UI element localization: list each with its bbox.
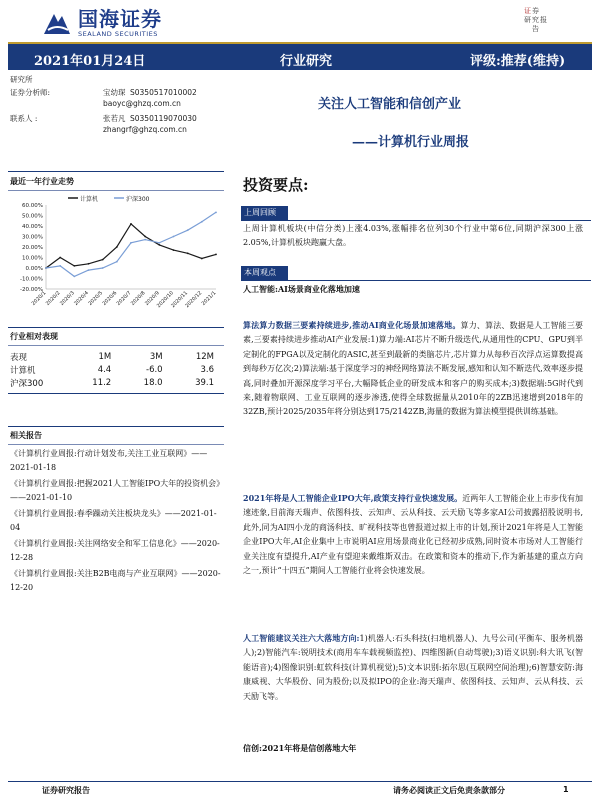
data-point [102,259,104,261]
paragraph-text: 算力、算法、数据是人工智能三要素,三要素持续进步推动AI产业发展:1)算力端:AI芯片不断升级迭代,从通用性的CPU、GPU到半定制化的FPGA以及定制化的ASIC,甚至到最新的类脑芯片,芯片算力从每秒百次浮点运算数提高到每秒万亿次;2)算法端:基于深度学习的神经网络算法不断发展,感知和认知不断迭代,效率逐步提高,同时叠加开源深度学习平台,大幅降低企业的研发成本和客户的购买成本;3)数据端:5G时代到来,随着物联网、工业互联网的逐步渗透,使得全球数据量从2010年的2ZB迅速增到2018年的32ZB,预计2025/2035年将分别达到175/2142ZB,海量的数据为算法模型提供训练基础。 [243,321,584,417]
x-tick-label: 2020/4 [73,290,90,307]
analyst-cert: S0350517010002 [130,88,197,97]
data-point [187,252,189,254]
related-title: 相关报告 [10,431,42,440]
divider [241,280,591,281]
footer-divider [8,781,592,782]
x-tick-label: 2020/7 [115,290,133,307]
table-header-row [8,350,224,363]
data-point [215,211,217,213]
table-header-cell: 12M [195,351,214,362]
page-number: 1 [563,785,569,794]
x-tick-label: 2020/8 [129,290,147,307]
data-point [144,236,146,238]
data-point [88,269,90,271]
industry-rating: 评级:推荐(维持) [470,54,566,69]
y-tick-label: -20.00% [20,287,43,293]
xinchuang-lead: 信创:2021年将是信创落地大年 [243,743,357,753]
divider [8,444,224,445]
table-row [8,376,224,389]
related-report-link[interactable]: 《计算机行业周报:把握2021人工智能IPO大年的投资机会》——2021-01-10 [10,479,225,502]
paragraph-lead: 人工智能建议关注六大落地方向: [243,633,360,643]
report-category: 行业研究 [280,54,333,69]
paragraph-lead: 算法算力数据三要素持续进步,推动AI商业化场景加速落地。 [243,320,461,330]
data-point [73,265,75,267]
data-point [130,223,132,225]
analyst-label: 证券分析师: [10,88,51,97]
legend-label: 沪深300 [126,196,150,203]
x-tick-label: 2020/9 [144,290,161,307]
table-cell: -6.0 [146,364,163,375]
y-tick-label: 60.00% [22,203,43,209]
table-cell: 18.0 [143,377,163,388]
contact-label: 联系人 : [10,114,38,123]
related-report-link[interactable]: 《计算机行业周报:关注B2B电商与产业互联网》——2020-12-20 [10,569,221,592]
x-tick-label: 2020/11 [170,290,190,310]
data-point [130,242,132,244]
y-tick-label: 10.00% [22,255,43,262]
data-point [59,265,61,267]
data-point [116,246,118,248]
footer-report-type: 证券研究报告 [42,785,90,795]
institute-label: 研究所 [10,75,33,84]
logo-english-name: SEALAND SECURITIES [78,30,158,38]
y-tick-label: 0.00% [25,266,43,272]
report-date: 2021年01月24日 [34,54,146,69]
paragraph-ai-directions [243,631,583,704]
table-row [8,363,224,376]
contact-name: 张若凡 [103,114,126,123]
x-tick-label: 2021/1 [200,290,218,307]
paragraph-text: 1)机器人:石头科技(扫地机器人)、九号公司(平衡车、服务机器人);2)智能汽车:锐明技术(商用车车载视频监控)、四维图新(自动驾驶);3)语义识别:科大讯飞(智能语音);4)图像识别:虹软科技(计算机视觉);5)文本识别:拓尔思(互联网空间治理);6)智慧安防:海康威视、大华股份、同为股份;以及拟IPO的企业:海天瑞声、依图科技、云知声、云从科技、云天励飞等。 [243,634,583,701]
table-cell: 沪深300 [10,378,44,389]
y-tick-label: 20.00% [22,245,43,251]
weekly-review-text: 上周计算机板块(中信分类)上涨4.03%,涨幅排名位列30个行业中第6位,同期沪深300上涨2.05%,计算机板块跑赢大盘。 [243,224,583,248]
data-point [144,239,146,241]
related-report-link[interactable]: 《计算机行业周报:春季躁动关注板块龙头》——2021-01-04 [10,509,217,532]
x-tick-label: 2020/12 [184,290,204,310]
x-tick-label: 2020/2 [44,290,62,307]
report-type-stamp: 证 券 研 究 报 告 [524,7,547,33]
header-bar [8,42,592,70]
sealand-logo-icon [42,10,72,36]
performance-title: 行业相对表现 [10,332,58,341]
analyst-name: 宝幼琛 [103,88,126,97]
y-tick-label: -10.00% [20,276,43,283]
y-tick-label: 50.00% [22,213,43,220]
contact-email[interactable]: zhangrf@ghzq.com.cn [103,125,187,134]
related-report-link[interactable]: 《计算机行业周报:行动计划发布,关注工业互联网》——2021-01-18 [10,449,208,472]
data-point [201,258,203,260]
data-point [215,253,217,255]
view-lead: 人工智能:AI场景商业化落地加速 [243,284,360,294]
data-point [158,242,160,244]
data-point [102,267,104,269]
x-tick-label: 2020/3 [59,290,76,307]
paragraph-lead: 2021年将是人工智能企业IPO大年,政策支持行业快速发展。 [243,493,463,503]
table-cell: 39.1 [195,377,214,388]
related-report-link[interactable]: 《计算机行业周报:关注网络安全和军工信息化》——2020-12-28 [10,539,220,562]
divider [8,345,224,346]
data-point [45,267,47,269]
series-line [46,224,216,268]
logo-chinese-name: 国海证券 [78,7,162,31]
x-tick-label: 2020/10 [155,290,175,310]
investment-highlights-title: 投资要点: [243,176,309,194]
table-cell: 11.2 [92,377,112,388]
legend-label: 计算机 [80,196,99,203]
table-cell: 4.4 [97,364,112,375]
data-point [88,263,90,265]
report-subtitle: ——计算机行业周报 [352,135,470,150]
divider [241,220,591,221]
data-point [173,249,175,251]
data-point [187,229,189,231]
x-tick-label: 2020/1 [30,290,48,307]
data-point [59,257,61,259]
x-tick-label: 2020/6 [101,290,119,307]
analyst-email[interactable]: baoyc@ghzq.com.cn [103,99,181,108]
paragraph-ai-ipo [243,491,583,578]
paragraph-ai-elements [243,318,583,420]
section-tag-review: 上周回顾 [241,206,288,220]
divider [8,327,224,328]
y-tick-label: 30.00% [22,234,43,241]
x-tick-label: 2020/5 [87,290,105,307]
report-title: 关注人工智能和信创产业 [318,97,462,112]
data-point [201,221,203,223]
trend-title: 最近一年行业走势 [10,177,74,186]
section-tag-view: 本周观点 [241,266,288,280]
footer-disclaimer: 请务必阅读正文后免责条款部分 [393,785,505,795]
industry-trend-chart [4,193,224,315]
contact-cert: S0350119070030 [130,114,197,123]
table-cell: 计算机 [10,365,36,376]
related-reports-list [10,447,225,597]
table-header-cell: 1M [98,351,112,362]
table-header-cell: 3M [149,351,163,362]
paragraph-text: 近两年人工智能企业上市步伐有加速迹象,目前海天瑞声、依图科技、云知声、云从科技、云天励飞等多家AI公司披露招股说明书,此外,同为AI四小龙的商汤科技、旷视科技等也曾报道过拟上市的计划,预计2021年将是人工智能企业IPO大年,AI企业集中上市说明AI应用场景商业化已经初步成熟,同时资本市场对人工智能行业关注度有望提升,AI产业有望迎来戴维斯双击。在政策和资本的推动下,作为新基建的重点方向之一,预计“十四五”期间人工智能行业将会快速发展。 [243,494,583,576]
divider [8,190,224,191]
performance-table [8,350,224,389]
series-line [46,212,216,276]
data-point [173,236,175,238]
data-point [73,276,75,278]
data-point [116,261,118,263]
divider [8,171,224,172]
data-point [158,244,160,246]
company-logo [42,8,162,38]
table-header-cell: 表现 [10,352,28,363]
divider [8,393,224,394]
y-tick-label: 40.00% [22,224,43,230]
table-cell: 3.6 [200,364,214,375]
divider [8,426,224,427]
